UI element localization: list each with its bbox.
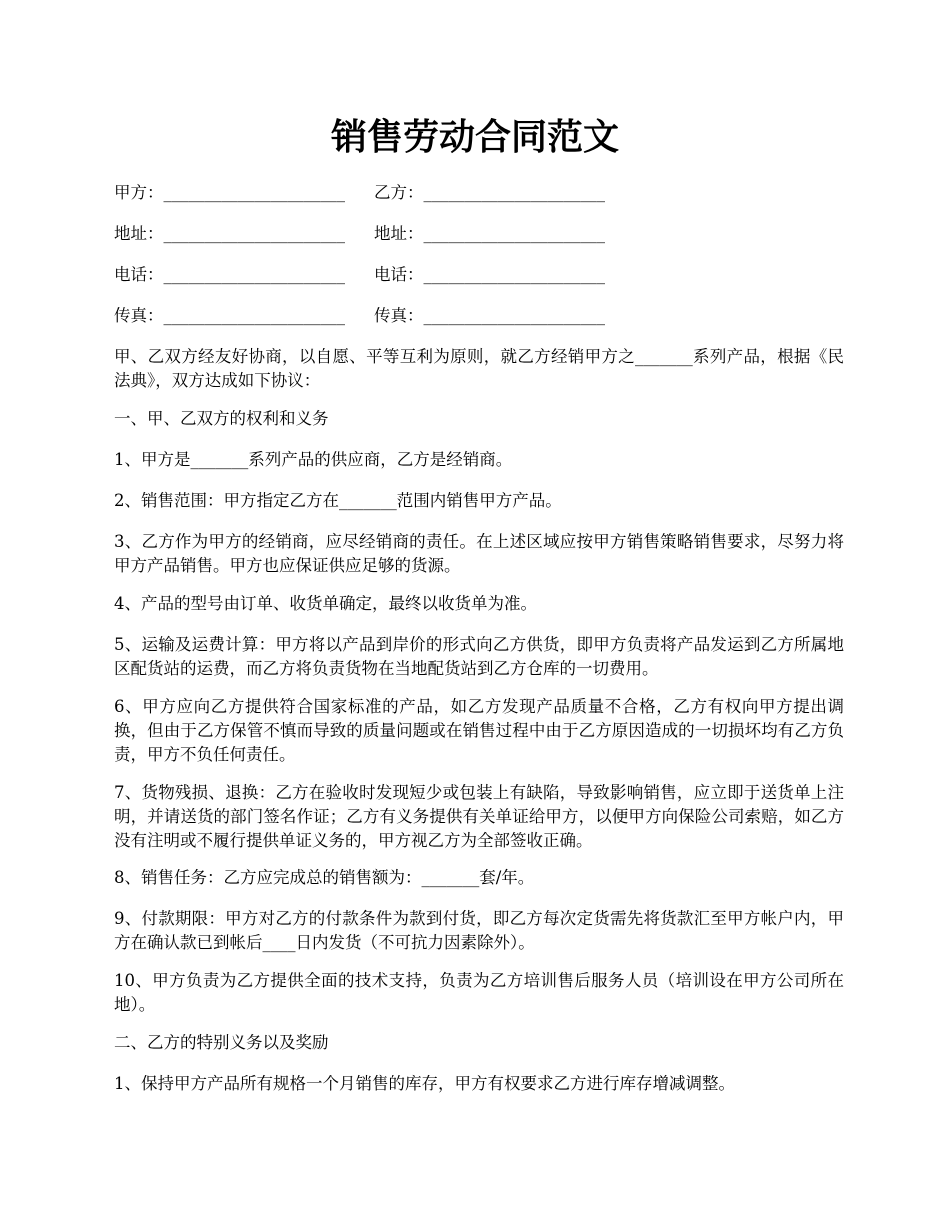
party-a-fax: 传真：______________________	[114, 306, 345, 325]
clause-1-5: 5、运输及运费计算：甲方将以产品到岸价的形式向乙方供货，即甲方负责将产品发运到乙方所属地区配货站的运费，而乙方将负责货物在当地配货站到乙方仓库的一切费用。	[114, 635, 844, 678]
party-row-address	[114, 222, 605, 246]
clause-1-7: 7、货物残损、退换：乙方在验收时发现短少或包装上有缺陷，导致影响销售，应立即于送货单上注明，并请送货的部门签名作证；乙方有义务提供有关单证给甲方，以便甲方向保险公司索赔，如乙方没有注明或不履行提供单证义务的，甲方视乙方为全部签收正确。	[114, 783, 844, 850]
party-a-name: 甲方：______________________	[114, 183, 345, 202]
clause-1-1: 1、甲方是_______系列产品的供应商，乙方是经销商。	[114, 450, 513, 469]
party-row-name	[114, 181, 605, 205]
document-title: 销售劳动合同范文	[330, 116, 619, 158]
intro-paragraph: 甲、乙双方经友好协商，以自愿、平等互利为原则，就乙方经销甲方之_______系列产品，根据《民法典》，双方达成如下协议：	[114, 347, 844, 390]
clause-1-9: 9、付款期限：甲方对乙方的付款条件为款到付货，即乙方每次定货需先将货款汇至甲方帐户内，甲方在确认款已到帐后____日内发货（不可抗力因素除外）。	[114, 909, 844, 952]
clause-1-3: 3、乙方作为甲方的经销商，应尽经销商的责任。在上述区域应按甲方销售策略销售要求，尽努力将甲方产品销售。甲方也应保证供应足够的货源。	[114, 532, 844, 575]
party-a-phone: 电话：______________________	[114, 265, 345, 284]
party-b-phone: 电话：______________________	[374, 265, 605, 284]
clause-1-4: 4、产品的型号由订单、收货单确定，最终以收货单为准。	[114, 594, 537, 613]
clause-1-2: 2、销售范围：甲方指定乙方在_______范围内销售甲方产品。	[114, 491, 562, 510]
party-row-fax	[114, 304, 605, 328]
clause-1-8: 8、销售任务：乙方应完成总的销售额为：_______套/年。	[114, 868, 535, 887]
section-heading-1: 一、甲、乙双方的权利和义务	[114, 409, 329, 428]
section-heading-2: 二、乙方的特别义务以及奖励	[114, 1033, 329, 1052]
party-b-address: 地址：______________________	[374, 224, 605, 243]
clause-1-6: 6、甲方应向乙方提供符合国家标准的产品，如乙方发现产品质量不合格，乙方有权向甲方提出调换，但由于乙方保管不慎而导致的质量问题或在销售过程中由于乙方原因造成的一切损坏均有乙方负责，甲方不负任何责任。	[114, 697, 844, 764]
clause-2-1: 1、保持甲方产品所有规格一个月销售的库存，甲方有权要求乙方进行库存增减调整。	[114, 1074, 735, 1093]
clause-1-10: 10、甲方负责为乙方提供全面的技术支持，负责为乙方培训售后服务人员（培训设在甲方公司所在地）。	[114, 971, 844, 1014]
party-b-fax: 传真：______________________	[374, 306, 605, 325]
party-b-name: 乙方：______________________	[374, 183, 605, 202]
party-row-phone	[114, 263, 605, 287]
party-a-address: 地址：______________________	[114, 224, 345, 243]
